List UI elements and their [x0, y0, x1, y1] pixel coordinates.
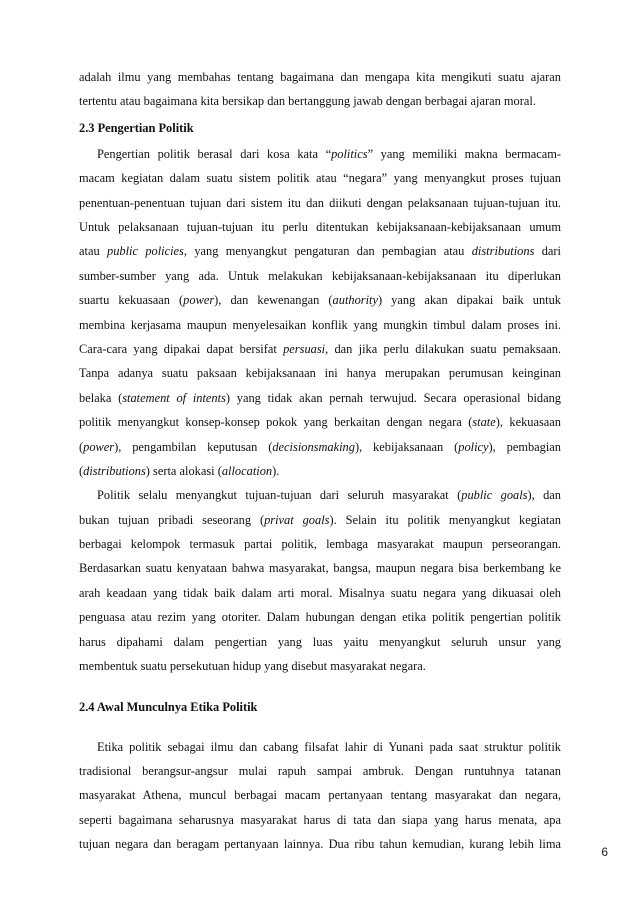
text-segment: Untuk pelaksanaan tujuan-tujuan itu perlu ditentukan kebijaksanaan-kebijaksanaan umum: [79, 220, 561, 234]
text-segment: macam kegiatan dalam suatu sistem politik atau “negara” yang menyangkut proses tujuan: [79, 171, 561, 185]
section-heading: [79, 700, 561, 714]
text-segment: ).: [272, 464, 280, 478]
text-line: [97, 740, 561, 754]
text-line: [79, 635, 561, 649]
text-segment: ” yang memiliki makna bermacam-: [367, 147, 561, 161]
text-segment: , yang menyangkut pengaturan dan pembagian atau: [183, 244, 472, 258]
text-segment: ) serta alokasi (: [145, 464, 222, 478]
text-line: [79, 171, 561, 185]
italic-term: decisionsmaking: [272, 440, 355, 454]
text-segment: politik menyangkut konsep-konsep pokok yang berkaitan dengan negara (: [79, 415, 473, 429]
text-line: [79, 415, 561, 429]
text-line: [79, 318, 561, 332]
text-segment: ), kekuasaan: [495, 415, 561, 429]
page-number: 6: [601, 845, 608, 859]
text-line: [79, 513, 561, 527]
text-segment: Politik selalu menyangkut tujuan-tujuan dari seluruh masyarakat (: [97, 488, 462, 502]
text-segment: ), pengambilan keputusan (: [114, 440, 273, 454]
text-line: [79, 440, 561, 454]
text-segment: tujuan negara dan beragam pertanyaan lainnya. Dua ribu tahun kemudian, kurang lebih lima: [79, 837, 561, 851]
text-segment: penguasa atau rezim yang otoriter. Dalam hubungan dengan etika politik pengertian politik: [79, 610, 561, 624]
text-segment: adalah ilmu yang membahas tentang bagaimana dan mengapa kita mengikuti suatu ajaran: [79, 70, 561, 84]
text-segment: ), kebijaksanaan (: [354, 440, 459, 454]
text-segment: (: [79, 464, 84, 478]
text-segment: dari: [534, 244, 561, 258]
text-line: [79, 244, 561, 258]
text-segment: belaka (: [79, 391, 123, 405]
italic-term: state: [472, 415, 496, 429]
text-line: [79, 464, 561, 478]
text-segment: ) yang tidak akan pernah terwujud. Secara operasional bidang: [225, 391, 561, 405]
text-segment: membina kerjasama maupun menyelesaikan konflik yang mungkin timbul dalam proses ini.: [79, 318, 561, 332]
text-segment: Etika politik sebagai ilmu dan cabang filsafat lahir di Yunani pada saat struktur politik: [97, 740, 561, 754]
text-line: [79, 659, 561, 673]
text-segment: , dan jika perlu dilakukan suatu pemaksaan.: [325, 342, 561, 356]
text-segment: arah keadaan yang tidak baik dalam arti moral. Misalnya suatu negara yang dikuasai oleh: [79, 586, 561, 600]
text-segment: Berdasarkan suatu kenyataan bahwa masyarakat, bangsa, maupun negara bisa berkembang ke: [79, 561, 561, 575]
text-line: [79, 610, 561, 624]
italic-term: power: [83, 440, 115, 454]
text-line: [79, 366, 561, 380]
text-segment: membentuk suatu persekutuan hidup yang disebut masyarakat negara.: [79, 659, 426, 673]
text-segment: 2.3 Pengertian Politik: [79, 121, 194, 135]
text-segment: sumber-sumber yang ada. Untuk melakukan kebijaksanaan-kebijaksanaan itu diperlukan: [79, 269, 561, 283]
text-line: [79, 586, 561, 600]
text-line: [79, 269, 561, 283]
text-line: [79, 342, 561, 356]
text-segment: seperti bagaimana seharusnya masyarakat harus di tata dan siapa yang harus menata, apa: [79, 813, 561, 827]
text-segment: (: [79, 440, 84, 454]
text-line: [79, 220, 561, 234]
text-segment: Cara-cara yang dipakai dapat bersifat: [79, 342, 284, 356]
italic-term: politics: [331, 147, 368, 161]
italic-term: privat goals: [264, 513, 330, 527]
italic-term: distributions: [471, 244, 535, 258]
text-segment: ), dan kewenangan (: [214, 293, 333, 307]
text-segment: bukan tujuan pribadi seseorang (: [79, 513, 265, 527]
text-segment: harus dipahami dalam pengertian yang luas yaitu menyangkut seluruh unsur yang: [79, 635, 561, 649]
text-line: [79, 94, 561, 108]
text-segment: ), pembagian: [488, 440, 561, 454]
text-segment: ), dan: [527, 488, 562, 502]
section-heading: [79, 121, 561, 135]
text-line: [79, 70, 561, 84]
text-line: [79, 293, 561, 307]
text-segment: Pengertian politik berasal dari kosa kata “: [97, 147, 332, 161]
italic-term: public policies: [107, 244, 184, 258]
italic-term: power: [183, 293, 215, 307]
text-line: [79, 764, 561, 778]
italic-term: public goals: [461, 488, 528, 502]
text-segment: ) yang akan dipakai baik untuk: [377, 293, 561, 307]
italic-term: statement of intents: [122, 391, 226, 405]
text-segment: suartu kekuasaan (: [79, 293, 184, 307]
text-line: [97, 488, 561, 502]
text-line: [79, 561, 561, 575]
italic-term: persuasi: [283, 342, 326, 356]
text-line: [79, 196, 561, 210]
text-segment: atau: [79, 244, 107, 258]
text-segment: Tanpa adanya suatu paksaan kebijaksanaan ini hanya merupakan perumusan keinginan: [79, 366, 561, 380]
text-segment: tradisional berangsur-angsur mulai rapuh sampai ambruk. Dengan runtuhnya tatanan: [79, 764, 561, 778]
text-line: [79, 788, 561, 802]
italic-term: allocation: [221, 464, 273, 478]
text-line: [79, 391, 561, 405]
text-line: [79, 837, 561, 851]
text-line: [79, 813, 561, 827]
text-segment: ). Selain itu politik menyangkut kegiatan: [329, 513, 561, 527]
text-segment: penentuan-penentuan tujuan dari sistem itu dan diikuti dengan pelaksanaan tujuan-tujuan itu.: [79, 196, 561, 210]
text-segment: tertentu atau bagaimana kita bersikap dan bertanggung jawab dengan berbagai ajaran moral.: [79, 94, 536, 108]
italic-term: distributions: [83, 464, 146, 478]
italic-term: authority: [332, 293, 378, 307]
text-segment: masyarakat Athena, muncul berbagai macam pertanyaan tentang masyarakat dan negara,: [79, 788, 561, 802]
text-line: [97, 147, 561, 161]
text-segment: berbagai kelompok termasuk partai politik, lembaga masyarakat maupun perseorangan.: [79, 537, 561, 551]
text-line: [79, 537, 561, 551]
italic-term: policy: [458, 440, 489, 454]
text-segment: 2.4 Awal Munculnya Etika Politik: [79, 700, 258, 714]
